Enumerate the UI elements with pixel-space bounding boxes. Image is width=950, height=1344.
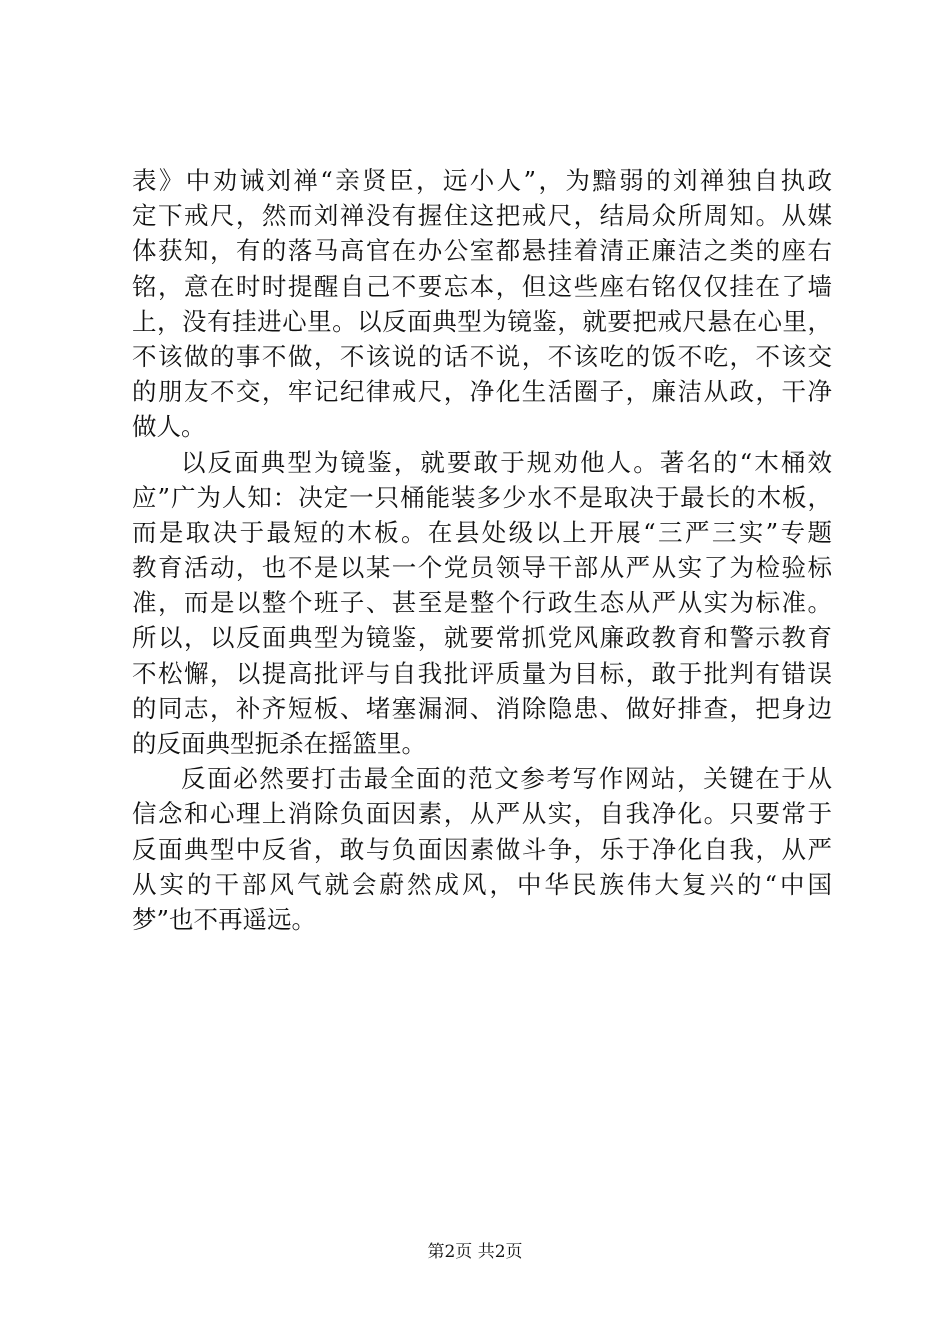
text-line: 铭，意在时时提醒自己不要忘本，但这些座右铭仅仅挂在了墙 <box>132 271 832 301</box>
text-line: 准，而是以整个班子、甚至是整个行政生态从严从实为标准。 <box>132 588 832 618</box>
text-line: 上，没有挂进心里。以反面典型为镜鉴，就要把戒尺悬在心里， <box>132 306 832 336</box>
document-body <box>132 163 832 937</box>
text-line: 教育活动，也不是以某一个党员领导干部从严从实了为检验标 <box>132 553 832 583</box>
text-line: 梦”也不再遥远。 <box>132 904 317 934</box>
text-line: 的朋友不交，牢记纪律戒尺，净化生活圈子，廉洁从政，干净 <box>132 377 832 407</box>
paragraph-3 <box>132 761 832 937</box>
text-line: 体获知，有的落马高官在办公室都悬挂着清正廉洁之类的座右 <box>132 236 832 266</box>
text-line: 所以，以反面典型为镜鉴，就要常抓党风廉政教育和警示教育 <box>132 623 832 653</box>
text-line: 做人。 <box>132 412 206 442</box>
paragraph-1 <box>132 163 832 445</box>
text-line: 的同志，补齐短板、堵塞漏洞、消除隐患、做好排查，把身边 <box>132 693 832 723</box>
text-line: 表》中劝诫刘禅“亲贤臣，远小人”，为黯弱的刘禅独自执政 <box>132 166 832 195</box>
text-line: 以反面典型为镜鉴，就要敢于规劝他人。著名的“木桶效 <box>181 447 832 477</box>
text-line: 信念和心理上消除负面因素，从严从实，自我净化。只要常于 <box>132 799 832 829</box>
text-line: 反面典型中反省，敢与负面因素做斗争，乐于净化自我，从严 <box>132 834 832 864</box>
text-line: 不松懈，以提高批评与自我批评质量为目标，敢于批判有错误 <box>132 658 832 688</box>
text-line: 应”广为人知：决定一只桶能装多少水不是取决于最长的木板， <box>132 482 832 512</box>
text-line: 的反面典型扼杀在摇篮里。 <box>132 729 426 758</box>
paragraph-2 <box>132 445 832 762</box>
text-line: 定下戒尺，然而刘禅没有握住这把戒尺，结局众所周知。从媒 <box>132 201 832 231</box>
text-line: 反面必然要打击最全面的范文参考写作网站，关键在于从 <box>181 764 832 794</box>
text-line: 从实的干部风气就会蔚然成风，中华民族伟大复兴的“中国 <box>132 869 832 899</box>
text-line: 不该做的事不做，不该说的话不说，不该吃的饭不吃，不该交 <box>132 341 832 371</box>
text-line: 而是取决于最短的木板。在县处级以上开展“三严三实”专题 <box>132 517 832 547</box>
page-number-footer: 第2页 共2页 <box>427 1242 523 1262</box>
